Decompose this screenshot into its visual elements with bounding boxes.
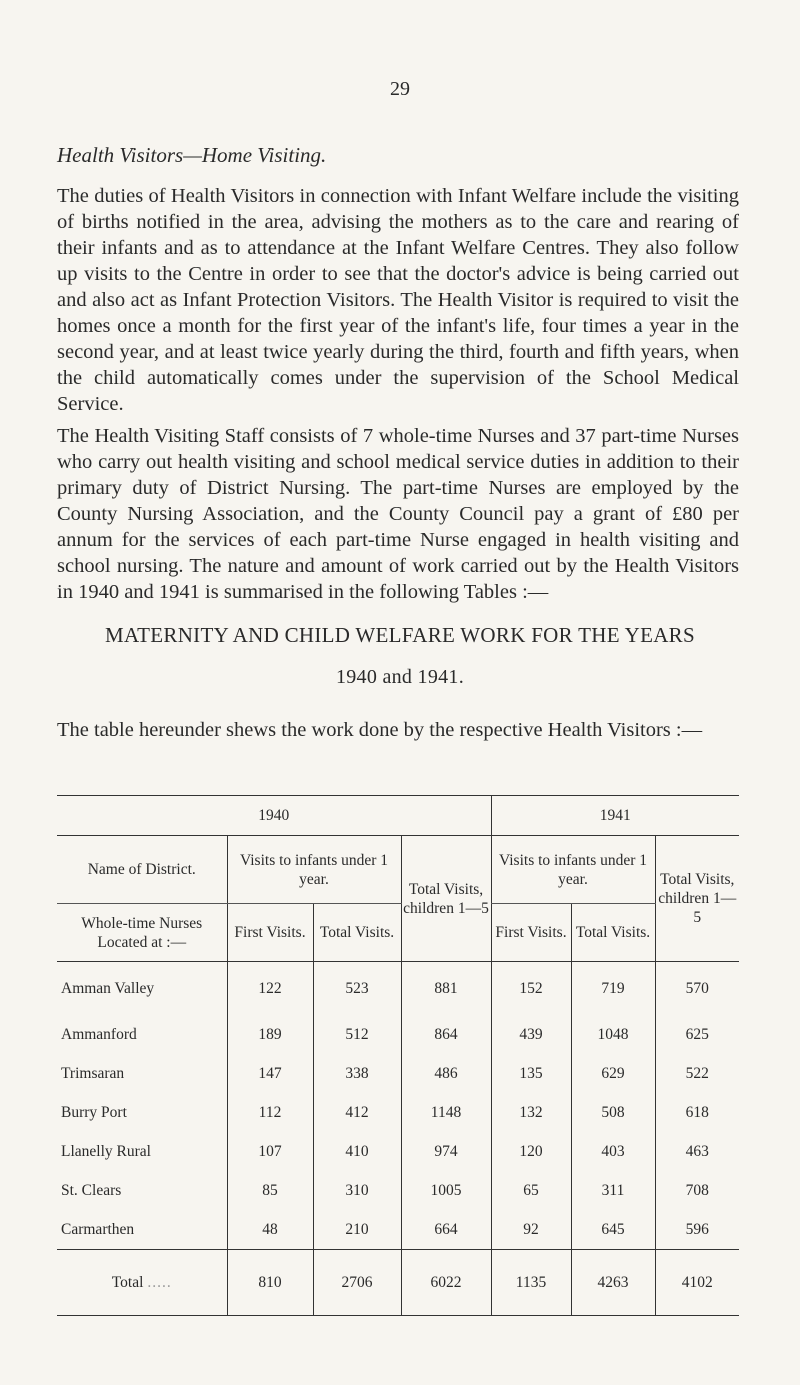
cell-v40-children: 1005: [401, 1172, 491, 1211]
table-heading-years: 1940 and 1941.: [335, 666, 465, 688]
cell-v41-children: 570: [655, 962, 739, 1016]
cell-v40-total: 310: [313, 1172, 401, 1211]
children-visits-1941-header: Total Visits, children 1—5: [655, 836, 739, 962]
cell-v40-total: 512: [313, 1016, 401, 1055]
section-title: Health Visitors—Home Visiting.: [57, 143, 327, 167]
district-name: Llanelly Rural: [61, 1143, 151, 1160]
year-1941-header: 1941: [491, 796, 739, 836]
cell-v40-first: 107: [227, 1133, 313, 1172]
table-row: [57, 1172, 739, 1211]
cell-v41-children: 596: [655, 1211, 739, 1250]
visits-under-1-1940-header: Visits to infants under 1 year.: [227, 836, 401, 904]
paragraph-duties: The duties of Health Visitors in connection with Infant Welfare include the visiting of births notified in the area, advising the mothers as to the care and rearing of their infants and as to attendance at the Infant Welfare Centres. They also follow up visits to the Centre in order to see that the doctor's advice is being carried out and also act as Infant Protection Visitors. The Health Visitor is required to visit the homes once a month for the first year of the infant's life, four times a year in the second year, and at least twice yearly during the third, fourth and fifth years, when the child automatically comes under the supervision of the School Medical Service.: [57, 185, 739, 415]
district-name: Trimsaran: [61, 1065, 125, 1082]
cell-v40-total: 412: [313, 1094, 401, 1133]
district-name: Carmarthen: [61, 1220, 135, 1238]
cell-v40-children: 974: [401, 1133, 491, 1172]
cell-v41-total: 1048: [571, 1016, 655, 1055]
cell-v41-first: 152: [491, 962, 571, 1016]
total-cell: 4102: [655, 1250, 739, 1316]
total-visits-1940-header: Total Visits.: [313, 904, 401, 962]
cell-v40-first: 48: [227, 1211, 313, 1250]
cell-v41-children: 708: [655, 1172, 739, 1211]
cell-v40-children: 486: [401, 1055, 491, 1094]
table-heading: MATERNITY AND CHILD WELFARE WORK FOR THE YEARS: [105, 623, 695, 647]
district-name: Burry Port: [61, 1104, 127, 1121]
cell-v41-children: 463: [655, 1133, 739, 1172]
district-name: Amman Valley: [61, 979, 155, 997]
table-row: [57, 962, 739, 1016]
table-row: [57, 1094, 739, 1133]
cell-v40-total: 410: [313, 1133, 401, 1172]
total-cell: 1135: [491, 1250, 571, 1316]
cell-v40-first: 189: [227, 1016, 313, 1055]
first-visits-1941-header: First Visits.: [491, 904, 571, 962]
visits-under-1-1941-header: Visits to infants under 1 year.: [491, 836, 655, 904]
paragraph-staff: The Health Visiting Staff consists of 7 whole-time Nurses and 37 part-time Nurses who carry out health visiting and school medical service duties in addition to their primary duty of District Nursing. The part-time Nurses are employed by the County Nursing Association, and the County Council pay a grant of £80 per annum for the services of each part-time Nurse engaged in health visiting and school nursing. The nature and amount of work carried out by the Health Visitors in 1940 and 1941 is summarised in the following Tables :—: [57, 425, 739, 603]
nurses-located-header: Whole-time Nurses Located at :—: [57, 904, 227, 962]
cell-v40-first: 122: [227, 962, 313, 1016]
name-of-district-header: Name of District.: [57, 836, 227, 904]
total-cell: 810: [227, 1250, 313, 1316]
cell-v41-total: 719: [571, 962, 655, 1016]
cell-v41-total: 629: [571, 1055, 655, 1094]
first-visits-1940-header: First Visits.: [227, 904, 313, 962]
cell-v41-total: 508: [571, 1094, 655, 1133]
cell-v41-total: 311: [571, 1172, 655, 1211]
cell-v41-children: 625: [655, 1016, 739, 1055]
cell-v41-first: 135: [491, 1055, 571, 1094]
year-1940-header: 1940: [57, 796, 491, 836]
total-cell: 4263: [571, 1250, 655, 1316]
total-cell: 6022: [401, 1250, 491, 1316]
cell-v40-children: 664: [401, 1211, 491, 1250]
health-visitor-table: [57, 795, 739, 1316]
cell-v41-total: 645: [571, 1211, 655, 1250]
cell-v40-first: 147: [227, 1055, 313, 1094]
cell-v41-first: 132: [491, 1094, 571, 1133]
cell-v40-total: 523: [313, 962, 401, 1016]
cell-v40-total: 338: [313, 1055, 401, 1094]
cell-v41-first: 439: [491, 1016, 571, 1055]
totals-label: Total .....: [57, 1250, 227, 1316]
cell-v40-children: 881: [401, 962, 491, 1016]
total-visits-1941-header: Total Visits.: [571, 904, 655, 962]
cell-v41-children: 618: [655, 1094, 739, 1133]
cell-v41-first: 120: [491, 1133, 571, 1172]
children-visits-1940-header: Total Visits, children 1—5: [401, 836, 491, 962]
cell-v41-children: 522: [655, 1055, 739, 1094]
district-name: St. Clears: [61, 1182, 122, 1199]
page-number: 29: [390, 78, 410, 100]
total-cell: 2706: [313, 1250, 401, 1316]
cell-v41-total: 403: [571, 1133, 655, 1172]
cell-v40-first: 85: [227, 1172, 313, 1211]
cell-v40-first: 112: [227, 1094, 313, 1133]
cell-v40-children: 1148: [401, 1094, 491, 1133]
cell-v40-total: 210: [313, 1211, 401, 1250]
paragraph-table-intro: The table hereunder shews the work done by the respective Health Visitors :—: [57, 719, 703, 741]
cell-v40-children: 864: [401, 1016, 491, 1055]
table-row: [57, 1133, 739, 1172]
district-name: Ammanford: [61, 1026, 137, 1043]
table-row: [57, 1016, 739, 1055]
cell-v41-first: 65: [491, 1172, 571, 1211]
cell-v41-first: 92: [491, 1211, 571, 1250]
table-row: [57, 1055, 739, 1094]
table-row: [57, 1211, 739, 1250]
